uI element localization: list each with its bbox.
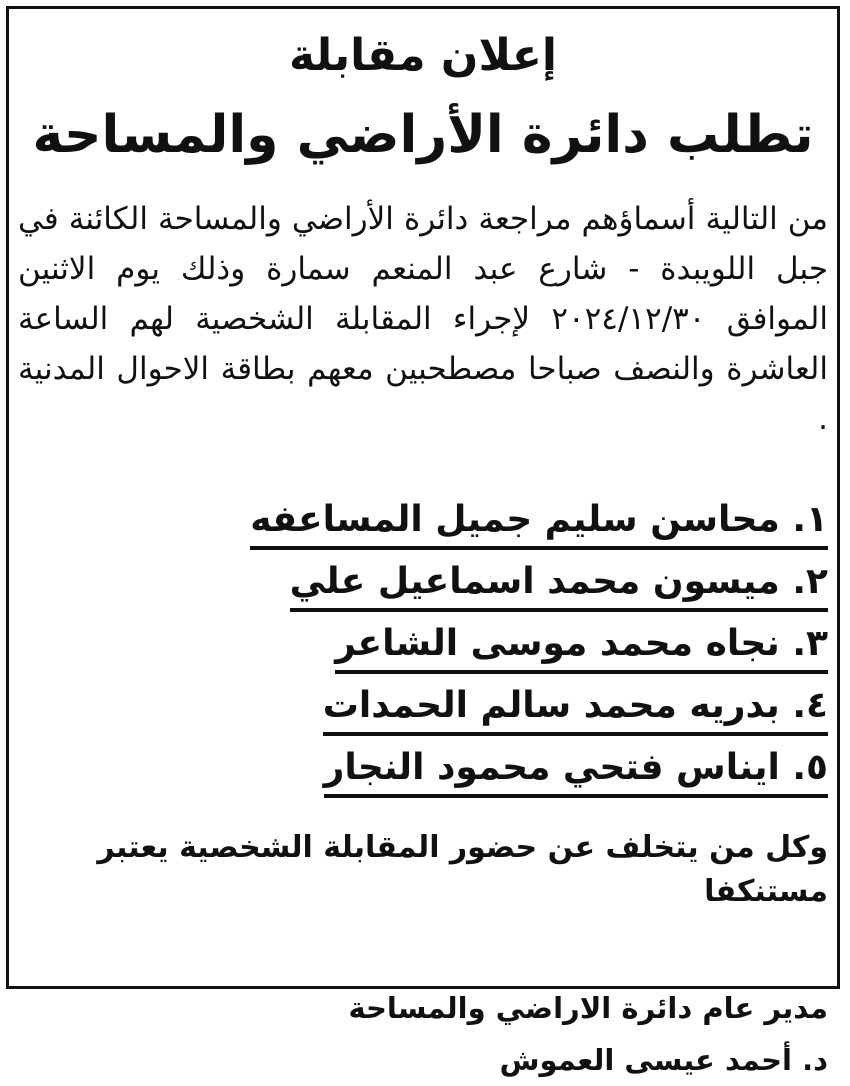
announcement-subtitle: تطلب دائرة الأراضي والمساحة [32,105,814,165]
candidate-name: ٥. ايناس فتحي محمود النجار [324,744,828,798]
announcement [18,18,828,1086]
signature-title: مدير عام دائرة الاراضي والمساحة [348,991,828,1025]
candidate-name: ٢. ميسون محمد اسماعيل علي [290,558,828,612]
candidate-name: ١. محاسن سليم جميل المساعفه [250,496,828,550]
candidate-item [18,744,828,802]
candidate-item [18,558,828,616]
absence-notice: وكل من يتخلف عن حضور المقابلة الشخصية يعتبر مستنكفا [97,830,828,909]
candidate-item [18,682,828,740]
candidate-name: ٤. بدريه محمد سالم الحمدات [323,682,828,736]
candidate-name: ٣. نجاه محمد موسى الشاعر [335,620,828,674]
candidate-item [18,496,828,554]
announcement-title: إعلان مقابلة [288,30,558,81]
signature-name: د. أحمد عيسى العموش [499,1043,828,1077]
intro-paragraph: من التالية أسماؤهم مراجعة دائرة الأراضي والمساحة الكائنة في جبل اللويبدة - شارع عبد المنعم سمارة وذلك يوم الاثنين الموافق ٢٠٢٤/١٢/٣٠ لإجراء المقابلة الشخصية لهم الساعة العاشرة والنصف صباحا مصطحبين معهم بطاقة الاحوال المدنية . [18,201,828,437]
candidate-list [18,496,828,802]
candidate-item [18,620,828,678]
